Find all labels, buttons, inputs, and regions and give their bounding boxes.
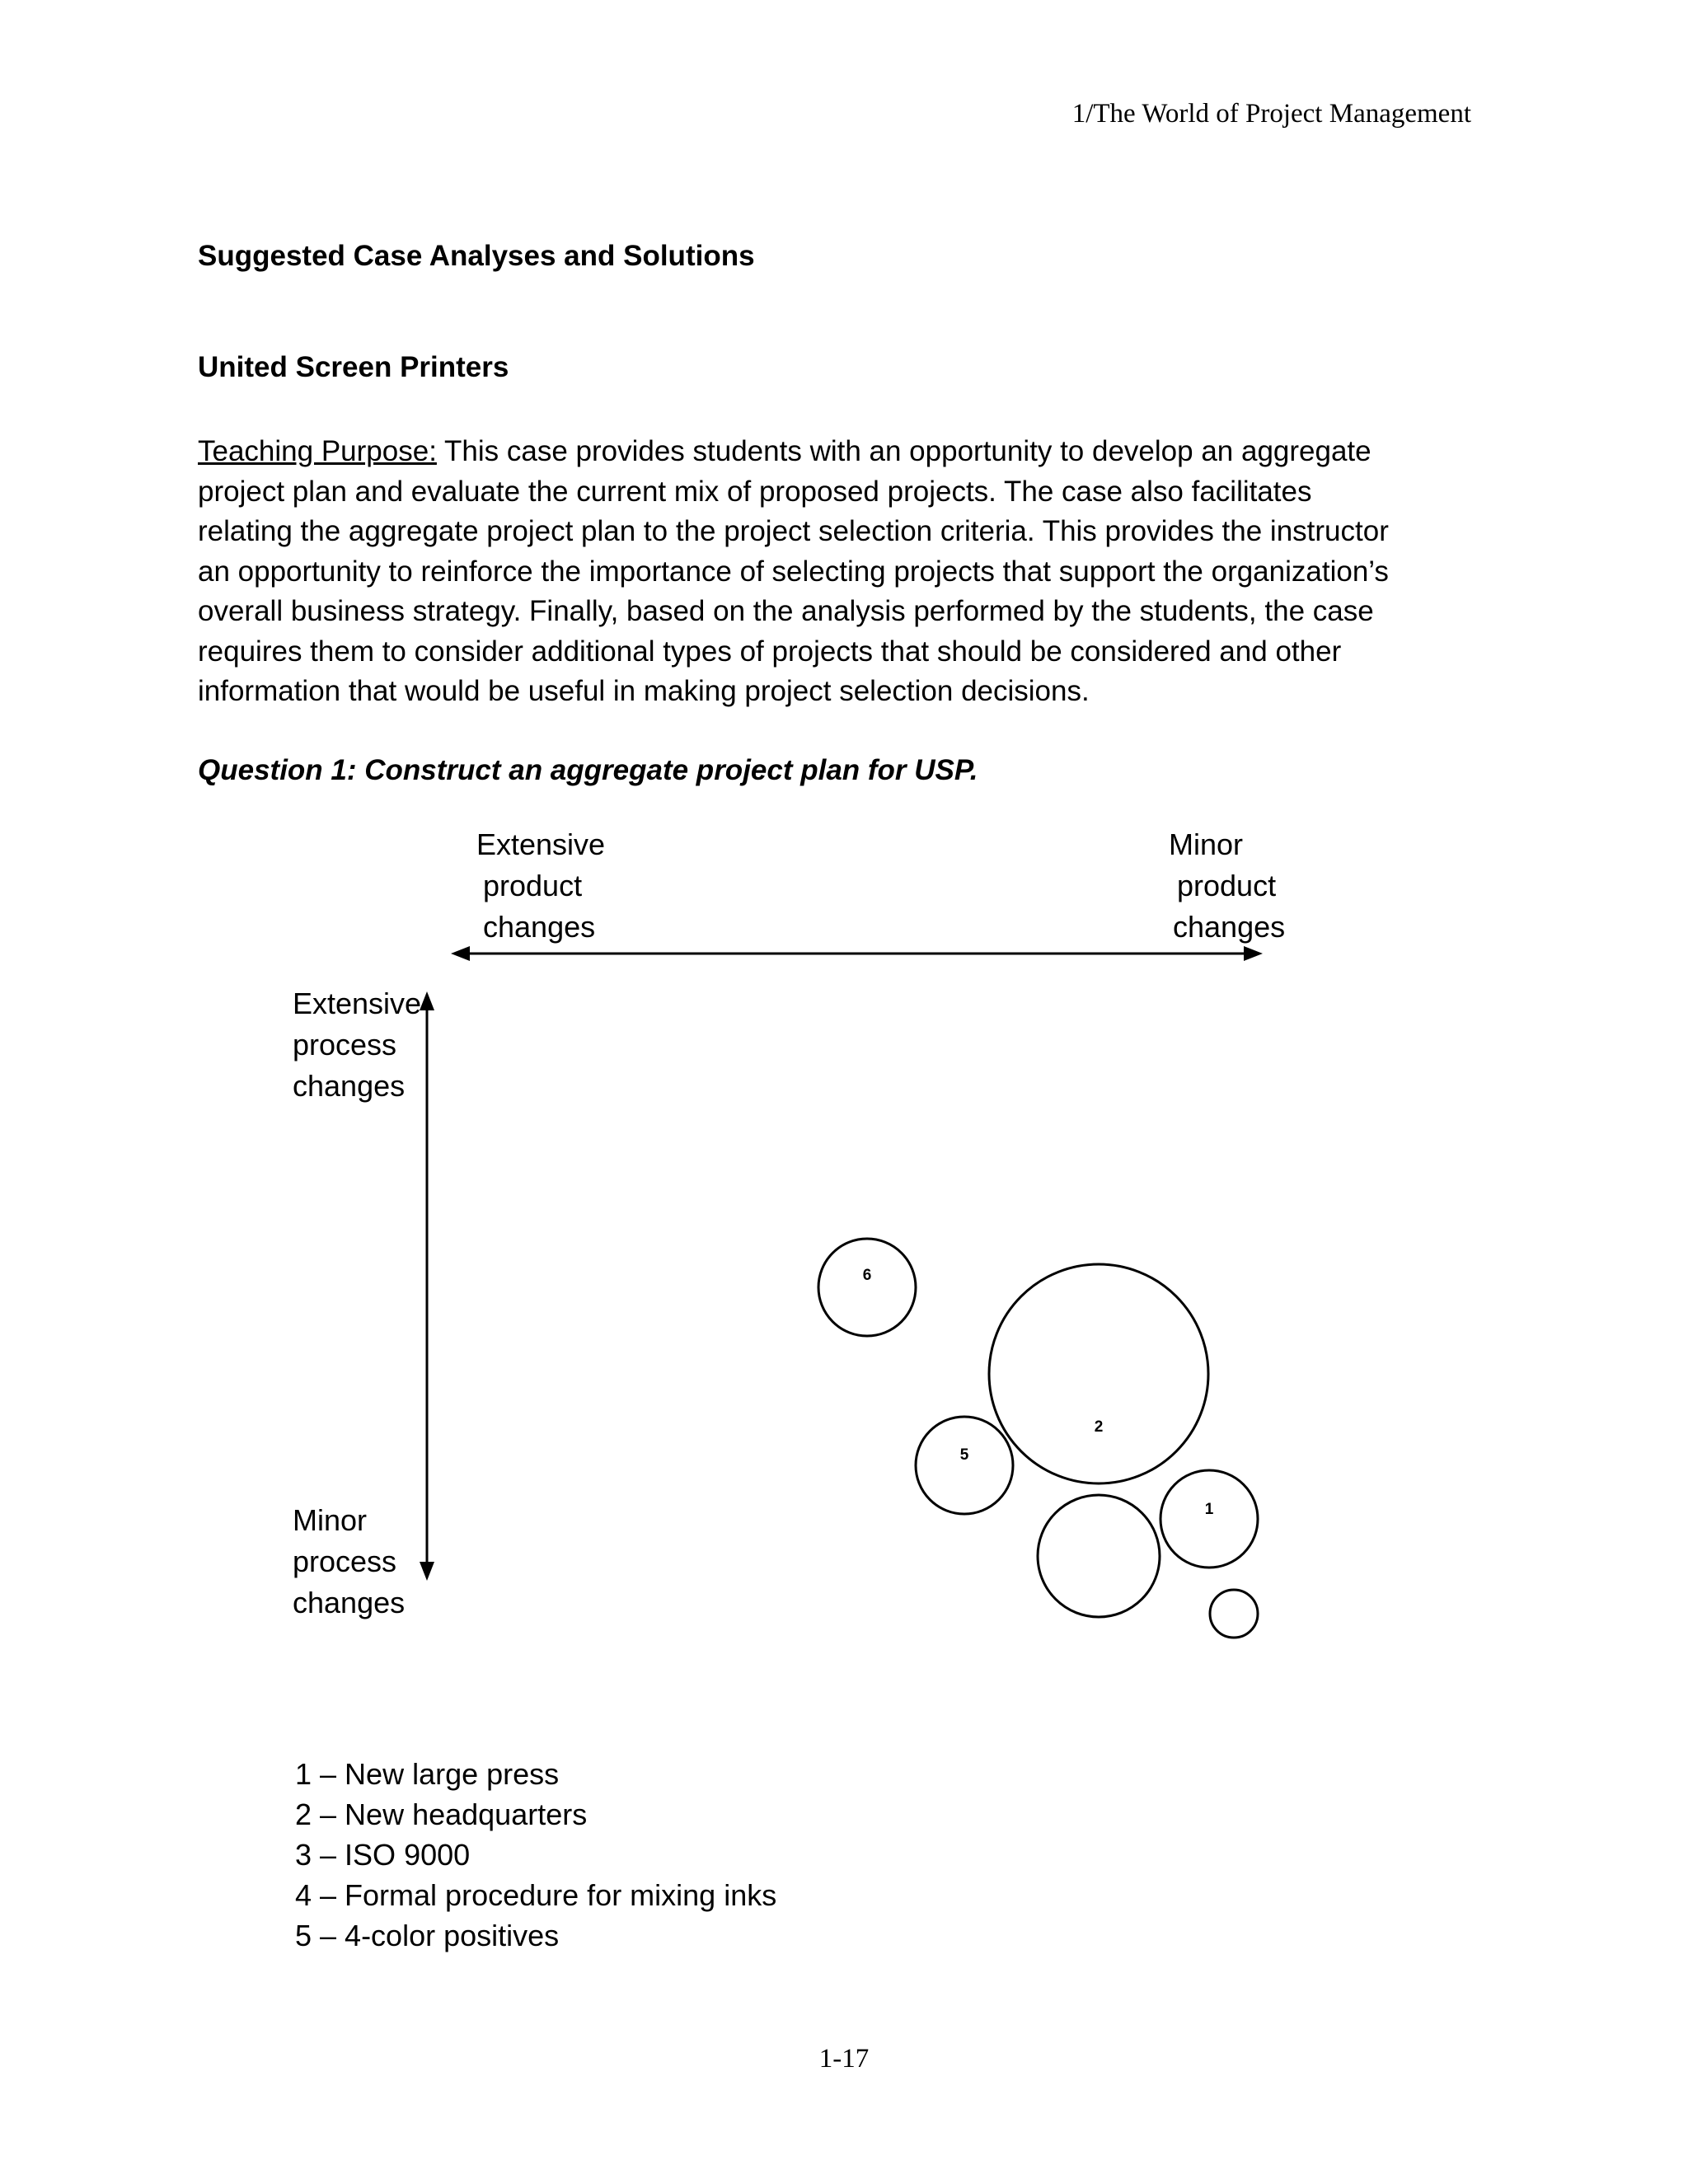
bubble-label: 5: [959, 1446, 969, 1464]
legend-item: 1 – New large press: [295, 1757, 560, 1791]
question-1: Question 1: Construct an aggregate project plan for USP.: [198, 754, 978, 786]
page-number: 1-17: [818, 2044, 870, 2074]
paragraph-line: an opportunity to reinforce the importance of selecting projects that support the organization’s: [198, 555, 1389, 588]
label-line: Extensive: [476, 827, 606, 861]
paragraph-line: overall business strategy. Finally, based on the analysis performed by the students, the case: [198, 595, 1374, 627]
horizontal-axis-right-arrowhead: [1244, 946, 1263, 961]
project-legend: [295, 1754, 776, 1956]
bubble-circle: [1160, 1470, 1258, 1568]
legend-item: 3 – ISO 9000: [295, 1838, 471, 1872]
teaching-purpose-label: Teaching Purpose:: [198, 435, 437, 467]
bubble-unlabeled-small: [1210, 1590, 1258, 1638]
label-line: process: [293, 1028, 397, 1062]
running-header: 1/The World of Project Management: [1071, 99, 1471, 129]
bubble-label: 6: [862, 1267, 872, 1284]
label-line: changes: [293, 1586, 406, 1619]
label-line: Extensive: [293, 987, 422, 1020]
bubble-2: [989, 1264, 1208, 1483]
bubble-1: [1160, 1470, 1258, 1568]
case-title: United Screen Printers: [198, 351, 509, 383]
vertical-axis-bottom-arrowhead: [420, 1562, 434, 1581]
section-heading: Suggested Case Analyses and Solutions: [198, 240, 755, 272]
paragraph-line: relating the aggregate project plan to the project selection criteria. This provides the instructor: [198, 515, 1389, 547]
label-line: changes: [483, 910, 596, 944]
label-line: product: [483, 869, 583, 902]
paragraph-line-text: This case provides students with an opportunity to develop an aggregate: [436, 435, 1372, 467]
label-line: Minor: [293, 1503, 368, 1537]
label-line: changes: [293, 1069, 406, 1103]
legend-item: 5 – 4-color positives: [295, 1919, 560, 1952]
bubble-6: [818, 1239, 916, 1336]
paragraph-line: requires them to consider additional types of projects that should be considered and other: [198, 635, 1342, 668]
bubble-circle: [1038, 1495, 1160, 1617]
legend-item: 4 – Formal procedure for mixing inks: [295, 1878, 777, 1912]
bubble-label: 1: [1204, 1501, 1214, 1518]
vertical-axis-top-arrowhead: [420, 991, 434, 1010]
paragraph-line: project plan and evaluate the current mix of proposed projects. The case also facilitates: [198, 475, 1312, 508]
legend-item: 2 – New headquarters: [295, 1797, 588, 1831]
label-line: Minor: [1169, 827, 1244, 861]
bubble-5: [916, 1417, 1013, 1514]
label-line: changes: [1173, 910, 1286, 944]
horizontal-axis-left-arrowhead: [451, 946, 470, 961]
label-line: product: [1177, 869, 1277, 902]
bubble-circle: [989, 1264, 1208, 1483]
bubble-circle: [1210, 1590, 1258, 1638]
label-line: process: [293, 1544, 397, 1578]
bubble-unlabeled-medium: [1038, 1495, 1160, 1617]
bubble-circle: [916, 1417, 1013, 1514]
paragraph-line: information that would be useful in making project selection decisions.: [198, 675, 1090, 707]
bubble-circle: [818, 1239, 916, 1336]
bubble-label: 2: [1094, 1418, 1104, 1436]
